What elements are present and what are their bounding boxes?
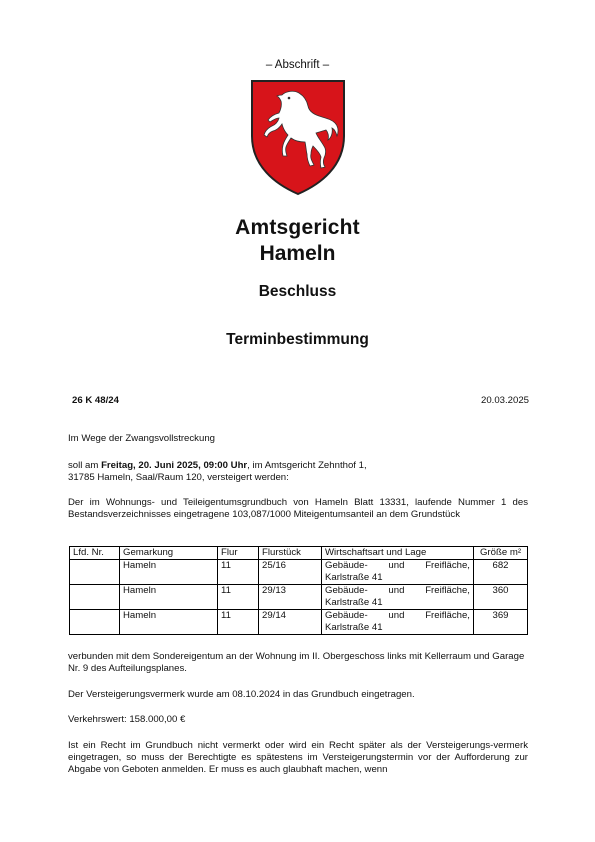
table-header-row: [70, 547, 528, 560]
cell-flurstueck: 25/16: [259, 560, 322, 585]
document-date: 20.03.2025: [480, 395, 529, 406]
col-header-lfd: Lfd. Nr.: [70, 547, 120, 560]
wirt-word: und: [388, 560, 405, 571]
case-number: 26 K 48/24: [72, 395, 119, 406]
wirt-address: Karlstraße 41: [325, 622, 383, 633]
court-name: Amtsgericht: [235, 216, 360, 239]
market-value: Verkehrswert: 158.000,00 €: [68, 714, 186, 725]
auction-date-suffix: , im Amtsgericht Zehnthof 1,: [247, 460, 367, 471]
wirt-word: Freifläche,: [425, 585, 470, 596]
property-table: [69, 546, 528, 635]
table-row: [70, 585, 528, 610]
document-subject: Terminbestimmung: [226, 331, 369, 348]
cell-flur: 11: [218, 560, 259, 585]
col-header-gemarkung: Gemarkung: [120, 547, 218, 560]
cell-lfd: [70, 560, 120, 585]
wirt-word: Gebäude-: [325, 610, 368, 621]
lower-saxony-horse-crest-icon: [249, 78, 347, 196]
paragraph-registration: Der Versteigerungsvermerk wurde am 08.10.2024 in das Grundbuch eingetragen.: [68, 689, 415, 700]
cell-wirtschaftsart: [322, 610, 474, 635]
cell-gemarkung: Hameln: [120, 610, 218, 635]
cell-wirtschaftsart: [322, 560, 474, 585]
cell-flurstueck: 29/14: [259, 610, 322, 635]
cell-flur: 11: [218, 610, 259, 635]
col-header-flur: Flur: [218, 547, 259, 560]
paragraph-special-ownership: verbunden mit dem Sondereigentum an der Wohnung im II. Obergeschoss links mit Kellerraum und Garage Nr. 9 des Aufteilungsplanes.: [68, 651, 525, 674]
wirt-word: Freifläche,: [425, 610, 470, 621]
table-row: [70, 610, 528, 635]
wirt-word: Gebäude-: [325, 585, 368, 596]
cell-flurstueck: 29/13: [259, 585, 322, 610]
copy-note: – Abschrift –: [265, 59, 330, 71]
cell-groesse: 682: [474, 560, 528, 585]
col-header-flurstueck: Flurstück: [259, 547, 322, 560]
wirt-word: Freifläche,: [425, 560, 470, 571]
cell-gemarkung: Hameln: [120, 560, 218, 585]
paragraph-rights-notice: Ist ein Recht im Grundbuch nicht vermerkt oder wird ein Recht später als der Versteigerungs-vermerk eingetragen, so muss der Berechtigte es spätestens im Versteigerungstermin vor der Aufforderung zur Abgabe von Geboten anmelden. Er muss es auch glaubhaft machen, wenn: [68, 740, 528, 775]
document-type: Beschluss: [258, 283, 337, 300]
cell-lfd: [70, 585, 120, 610]
wirt-word: und: [388, 610, 405, 621]
paragraph-property: Der im Wohnungs- und Teileigentumsgrundbuch von Hameln Blatt 13331, laufende Nummer 1 des Bestandsverzeichnisses eingetragene 103,087/1000 Miteigentumsanteil an dem Grundstück: [68, 497, 528, 520]
wirt-address: Karlstraße 41: [325, 597, 383, 608]
wirt-address: Karlstraße 41: [325, 572, 383, 583]
cell-lfd: [70, 610, 120, 635]
col-header-groesse: Größe m²: [474, 547, 528, 560]
cell-wirtschaftsart: [322, 585, 474, 610]
cell-flur: 11: [218, 585, 259, 610]
auction-date: Freitag, 20. Juni 2025, 09:00 Uhr: [101, 460, 248, 471]
auction-date-prefix: soll am: [68, 460, 102, 471]
wirt-word: Gebäude-: [325, 560, 368, 571]
cell-groesse: 369: [474, 610, 528, 635]
paragraph-auction-date: [68, 460, 528, 484]
paragraph-enforcement: Im Wege der Zwangsvollstreckung: [68, 433, 215, 444]
auction-location: 31785 Hameln, Saal/Raum 120, versteigert werden:: [68, 472, 289, 483]
wirt-word: und: [388, 585, 405, 596]
cell-groesse: 360: [474, 585, 528, 610]
cell-gemarkung: Hameln: [120, 585, 218, 610]
court-location: Hameln: [259, 242, 336, 265]
col-header-wirtschaftsart: Wirtschaftsart und Lage: [322, 547, 474, 560]
table-row: [70, 560, 528, 585]
